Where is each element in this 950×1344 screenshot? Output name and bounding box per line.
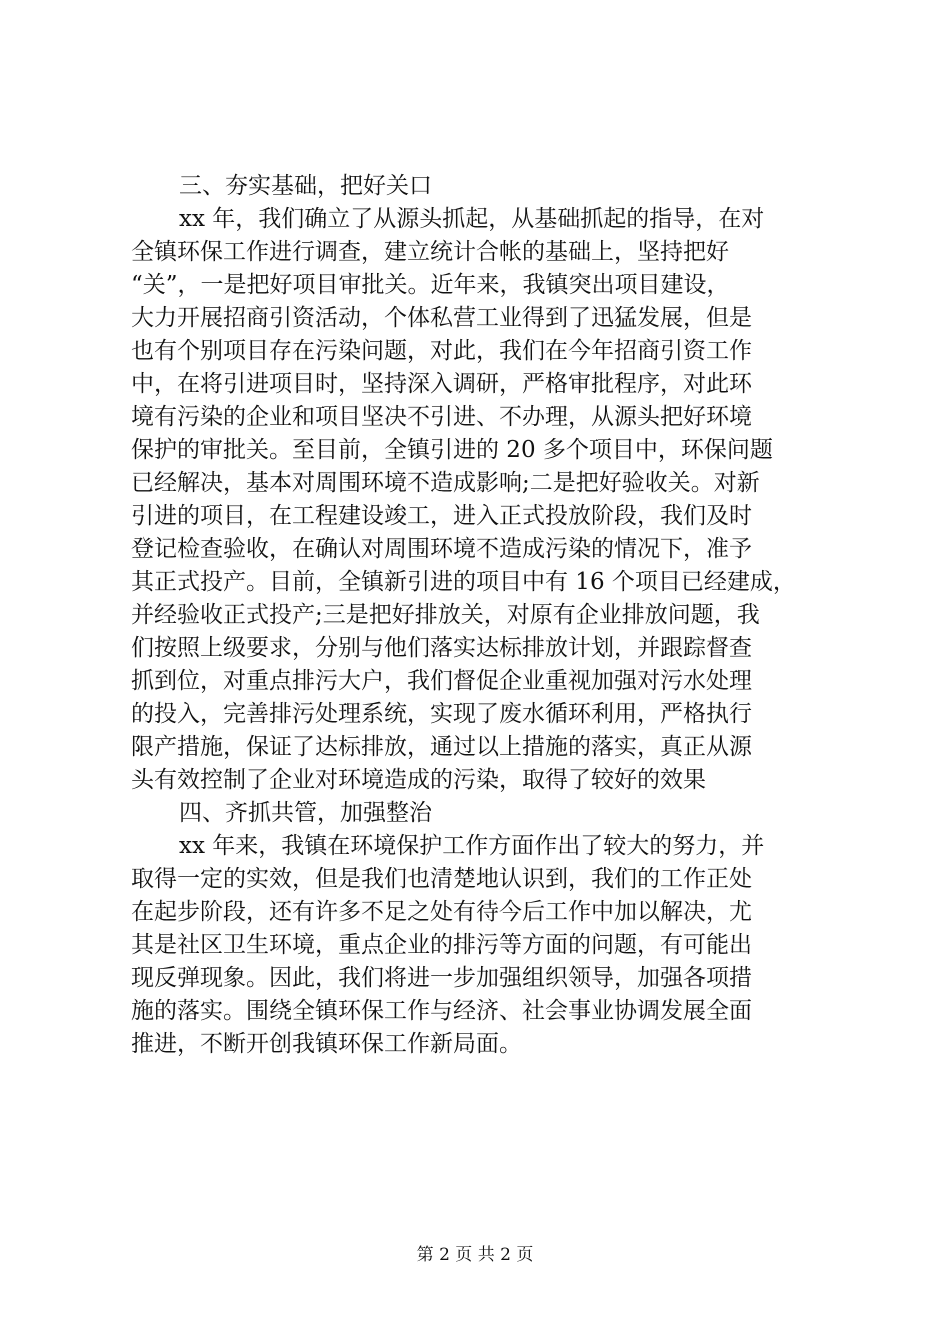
paragraph-line: 的投入，完善排污处理系统，实现了废水循环利用，严格执行 [131,701,752,727]
document-body [131,170,836,1061]
paragraph-line: 取得一定的实效，但是我们也清楚地认识到，我们的工作正处 [131,866,752,892]
paragraph-line: 限产措施，保证了达标排放，通过以上措施的落实，真正从源 [131,734,752,760]
paragraph-line: 中，在将引进项目时，坚持深入调研，严格审批程序，对此环 [131,371,752,397]
paragraph-line: 并经验收正式投产;三是把好排放关，对原有企业排放问题，我 [131,602,760,628]
paragraph-line: 在起步阶段，还有许多不足之处有待今后工作中加以解决，尤 [131,899,752,925]
page-footer: 第 2 页 共 2 页 [416,1245,534,1265]
paragraph-line: 施的落实。围绕全镇环保工作与经济、社会事业协调发展全面 [131,998,752,1024]
paragraph-line: 引进的项目，在工程建设竣工，进入正式投放阶段，我们及时 [131,503,752,529]
paragraph-line: 已经解决，基本对周围环境不造成影响;二是把好验收关。对新 [131,470,760,496]
section-heading: 三、夯实基础，把好关口 [179,173,432,199]
section-heading: 四、齐抓共管，加强整治 [179,800,432,826]
paragraph-line: 全镇环保工作进行调查，建立统计合帐的基础上，坚持把好 [131,239,729,265]
paragraph-line: 们按照上级要求，分别与他们落实达标排放计划，并跟踪督查 [131,635,752,661]
paragraph-line: 境有污染的企业和项目坚决不引进、不办理，从源头把好环境 [131,404,752,430]
paragraph-line: 推进，不断开创我镇环保工作新局面。 [131,1031,522,1057]
paragraph-line: 其是社区卫生环境，重点企业的排污等方面的问题，有可能出 [131,932,752,958]
paragraph-line: 抓到位，对重点排污大户，我们督促企业重视加强对污水处理 [131,668,752,694]
paragraph-line: 也有个别项目存在污染问题，对此，我们在今年招商引资工作 [131,338,752,364]
paragraph-line: xx 年，我们确立了从源头抓起，从基础抓起的指导，在对 [179,206,765,232]
paragraph-line: 保护的审批关。至目前，全镇引进的 20 多个项目中，环保问题 [131,437,773,463]
paragraph-line: 其正式投产。目前，全镇新引进的项目中有 16 个项目已经建成， [131,569,796,595]
paragraph-line: xx 年来，我镇在环境保护工作方面作出了较大的努力，并 [179,833,765,859]
paragraph-line: 登记检查验收，在确认对周围环境不造成污染的情况下，准予 [131,536,752,562]
paragraph-line: 现反弹现象。因此，我们将进一步加强组织领导，加强各项措 [131,965,752,991]
paragraph-line: 大力开展招商引资活动，个体私营工业得到了迅猛发展，但是 [131,305,752,331]
paragraph-line: 头有效控制了企业对环境造成的污染，取得了较好的效果 [131,767,706,793]
paragraph-line: “关”，一是把好项目审批关。近年来，我镇突出项目建设， [131,272,730,298]
